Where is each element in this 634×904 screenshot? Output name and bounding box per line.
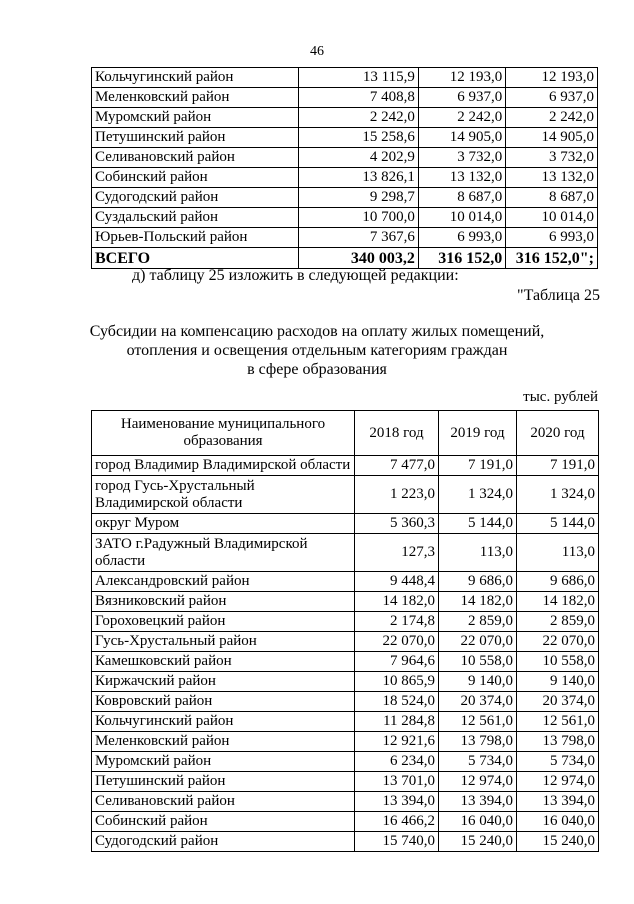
units-label: тыс. рублей (523, 389, 598, 405)
table-row (92, 228, 598, 248)
municipality-cell: Киржачский район (92, 672, 355, 692)
value-2019-cell: 12 974,0 (439, 772, 517, 792)
value-2018-cell: 15 258,6 (299, 128, 419, 148)
value-2020-cell: 2 859,0 (517, 612, 599, 632)
municipality-cell: Меленковский район (92, 732, 355, 752)
municipality-cell: Муромский район (92, 752, 355, 772)
value-2018-cell: 7 964,6 (355, 652, 439, 672)
value-2018-cell: 18 524,0 (355, 692, 439, 712)
table-row (92, 772, 599, 792)
value-2019-cell: 7 191,0 (439, 456, 517, 476)
value-2019-cell: 14 182,0 (439, 592, 517, 612)
total-label-cell: ВСЕГО (92, 248, 299, 269)
municipality-cell: Собинский район (92, 168, 299, 188)
value-2018-cell: 9 298,7 (299, 188, 419, 208)
value-2020-cell: 2 242,0 (506, 108, 598, 128)
table-row (92, 672, 599, 692)
page-number: 46 (310, 44, 324, 59)
value-2018-cell: 2 174,8 (355, 612, 439, 632)
value-2020-cell: 22 070,0 (517, 632, 599, 652)
value-2018-cell: 7 367,6 (299, 228, 419, 248)
value-2018-cell: 16 466,2 (355, 812, 439, 832)
total-2019-cell: 316 152,0 (418, 248, 505, 269)
table-row (92, 632, 599, 652)
value-2020-cell: 12 193,0 (506, 68, 598, 88)
table-row (92, 692, 599, 712)
value-2020-cell: 12 974,0 (517, 772, 599, 792)
municipality-cell: ЗАТО г.Радужный Владимирской области (92, 534, 355, 572)
table-row (92, 612, 599, 632)
municipality-cell: Камешковский район (92, 652, 355, 672)
value-2018-cell: 7 408,8 (299, 88, 419, 108)
municipality-cell: Вязниковский район (92, 592, 355, 612)
municipality-cell: Судогодский район (92, 188, 299, 208)
value-2018-cell: 5 360,3 (355, 514, 439, 534)
table-row (92, 572, 599, 592)
value-2019-cell: 5 144,0 (439, 514, 517, 534)
table-row (92, 712, 599, 732)
municipality-cell: Селивановский район (92, 792, 355, 812)
table-row (92, 68, 598, 88)
value-2019-cell: 9 140,0 (439, 672, 517, 692)
table-row (92, 652, 599, 672)
municipality-cell: город Гусь-Хрустальный Владимирской области (92, 476, 355, 514)
table-row (92, 476, 599, 514)
value-2019-cell: 16 040,0 (439, 812, 517, 832)
value-2020-cell: 5 144,0 (517, 514, 599, 534)
table-reference: "Таблица 25 (517, 287, 600, 304)
total-2018-cell: 340 003,2 (299, 248, 419, 269)
table-row (92, 188, 598, 208)
header-municipality: Наименование муниципального образования (92, 411, 355, 456)
value-2018-cell: 10 865,9 (355, 672, 439, 692)
value-2020-cell: 14 182,0 (517, 592, 599, 612)
municipality-cell: Селивановский район (92, 148, 299, 168)
subsidy-table-25 (91, 410, 599, 852)
value-2018-cell: 14 182,0 (355, 592, 439, 612)
caption-line-3: в сфере образования (247, 361, 387, 378)
table-row (92, 208, 598, 228)
value-2019-cell: 15 240,0 (439, 832, 517, 852)
value-2019-cell: 2 859,0 (439, 612, 517, 632)
value-2020-cell: 6 993,0 (506, 228, 598, 248)
value-2018-cell: 13 115,9 (299, 68, 419, 88)
value-2018-cell: 2 242,0 (299, 108, 419, 128)
amendment-instruction: д) таблицу 25 изложить в следующей редакции: (132, 267, 459, 284)
value-2018-cell: 15 740,0 (355, 832, 439, 852)
header-2018: 2018 год (355, 411, 439, 456)
municipality-cell: Гусь-Хрустальный район (92, 632, 355, 652)
municipality-cell: Петушинский район (92, 772, 355, 792)
municipality-cell: Судогодский район (92, 832, 355, 852)
value-2020-cell: 13 132,0 (506, 168, 598, 188)
table-row (92, 592, 599, 612)
value-2018-cell: 6 234,0 (355, 752, 439, 772)
value-2019-cell: 5 734,0 (439, 752, 517, 772)
value-2018-cell: 22 070,0 (355, 632, 439, 652)
value-2020-cell: 9 140,0 (517, 672, 599, 692)
header-2020: 2020 год (517, 411, 599, 456)
value-2019-cell: 12 193,0 (418, 68, 505, 88)
value-2019-cell: 6 993,0 (418, 228, 505, 248)
municipality-cell: округ Муром (92, 514, 355, 534)
value-2018-cell: 1 223,0 (355, 476, 439, 514)
value-2020-cell: 5 734,0 (517, 752, 599, 772)
municipality-cell: Кольчугинский район (92, 68, 299, 88)
value-2020-cell: 3 732,0 (506, 148, 598, 168)
table-row (92, 534, 599, 572)
municipality-cell: город Владимир Владимирской области (92, 456, 355, 476)
value-2020-cell: 10 558,0 (517, 652, 599, 672)
table-row (92, 832, 599, 852)
municipality-cell: Муромский район (92, 108, 299, 128)
table-row (92, 88, 598, 108)
municipality-cell: Петушинский район (92, 128, 299, 148)
value-2019-cell: 14 905,0 (418, 128, 505, 148)
value-2020-cell: 15 240,0 (517, 832, 599, 852)
value-2019-cell: 8 687,0 (418, 188, 505, 208)
value-2020-cell: 10 014,0 (506, 208, 598, 228)
table-row (92, 168, 598, 188)
value-2020-cell: 6 937,0 (506, 88, 598, 108)
value-2020-cell: 1 324,0 (517, 476, 599, 514)
value-2019-cell: 13 798,0 (439, 732, 517, 752)
value-2018-cell: 7 477,0 (355, 456, 439, 476)
total-row (92, 248, 598, 269)
value-2018-cell: 13 394,0 (355, 792, 439, 812)
table-row (92, 792, 599, 812)
municipality-cell: Ковровский район (92, 692, 355, 712)
total-2020-cell: 316 152,0"; (506, 248, 598, 269)
municipality-cell: Александровский район (92, 572, 355, 592)
municipality-cell: Кольчугинский район (92, 712, 355, 732)
value-2018-cell: 11 284,8 (355, 712, 439, 732)
value-2018-cell: 13 826,1 (299, 168, 419, 188)
value-2019-cell: 2 242,0 (418, 108, 505, 128)
value-2019-cell: 9 686,0 (439, 572, 517, 592)
value-2019-cell: 12 561,0 (439, 712, 517, 732)
value-2018-cell: 127,3 (355, 534, 439, 572)
value-2020-cell: 16 040,0 (517, 812, 599, 832)
value-2018-cell: 9 448,4 (355, 572, 439, 592)
value-2020-cell: 13 798,0 (517, 732, 599, 752)
municipality-cell: Собинский район (92, 812, 355, 832)
value-2019-cell: 10 558,0 (439, 652, 517, 672)
value-2020-cell: 7 191,0 (517, 456, 599, 476)
table-row (92, 456, 599, 476)
table-row (92, 128, 598, 148)
caption-line-2: отопления и освещения отдельным категориям граждан (126, 342, 508, 359)
municipality-cell: Меленковский район (92, 88, 299, 108)
value-2019-cell: 20 374,0 (439, 692, 517, 712)
caption-line-1: Субсидии на компенсацию расходов на оплату жилых помещений, (89, 323, 545, 340)
value-2019-cell: 113,0 (439, 534, 517, 572)
value-2018-cell: 10 700,0 (299, 208, 419, 228)
value-2018-cell: 4 202,9 (299, 148, 419, 168)
table-row (92, 732, 599, 752)
value-2019-cell: 6 937,0 (418, 88, 505, 108)
value-2019-cell: 13 132,0 (418, 168, 505, 188)
value-2020-cell: 20 374,0 (517, 692, 599, 712)
table-row (92, 148, 598, 168)
table-row (92, 752, 599, 772)
value-2018-cell: 12 921,6 (355, 732, 439, 752)
municipality-cell: Суздальский район (92, 208, 299, 228)
table-row (92, 514, 599, 534)
value-2019-cell: 13 394,0 (439, 792, 517, 812)
value-2019-cell: 22 070,0 (439, 632, 517, 652)
value-2020-cell: 13 394,0 (517, 792, 599, 812)
value-2018-cell: 13 701,0 (355, 772, 439, 792)
municipality-cell: Юрьев-Польский район (92, 228, 299, 248)
value-2020-cell: 12 561,0 (517, 712, 599, 732)
table-row (92, 812, 599, 832)
header-2019: 2019 год (439, 411, 517, 456)
table-row (92, 108, 598, 128)
value-2020-cell: 9 686,0 (517, 572, 599, 592)
value-2020-cell: 8 687,0 (506, 188, 598, 208)
value-2019-cell: 3 732,0 (418, 148, 505, 168)
value-2020-cell: 113,0 (517, 534, 599, 572)
value-2019-cell: 1 324,0 (439, 476, 517, 514)
table-caption (0, 322, 634, 379)
value-2019-cell: 10 014,0 (418, 208, 505, 228)
subsidy-table-continued (91, 67, 598, 269)
value-2020-cell: 14 905,0 (506, 128, 598, 148)
table-header-row (92, 411, 599, 456)
municipality-cell: Гороховецкий район (92, 612, 355, 632)
